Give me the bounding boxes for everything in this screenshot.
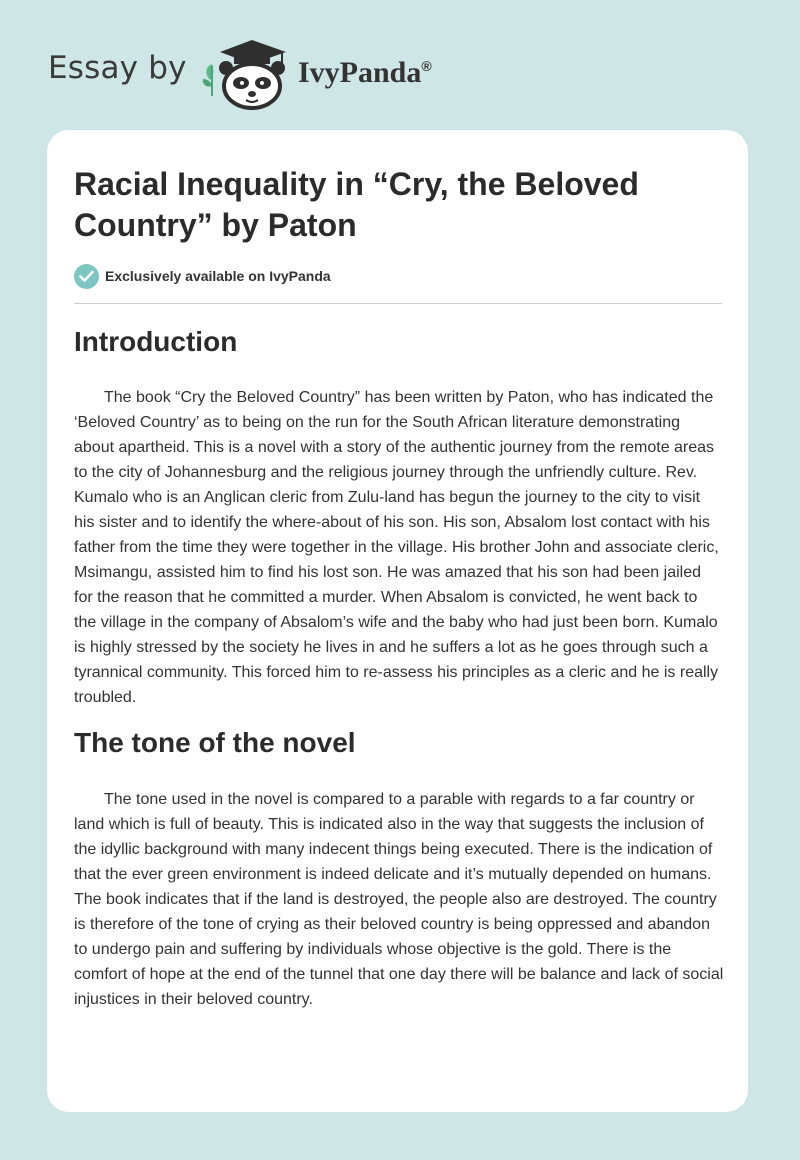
check-circle-icon — [74, 264, 99, 289]
registered-mark: ® — [421, 58, 432, 74]
brand-name-text: IvyPanda — [298, 56, 422, 89]
divider — [74, 303, 722, 304]
exclusive-label: Exclusively available on IvyPanda — [105, 268, 331, 284]
brand-name[interactable] — [298, 56, 432, 90]
exclusive-badge — [74, 263, 331, 289]
section-body-tone: The tone used in the novel is compared to a parable with regards to a far country or land which is full of beauty. This is indicated also in the way that suggests the inclusion of the idyllic background with many indecent things being executed. There is the indication of that the ever green environment is indeed delicate and it’s mutually depended on humans. The book indicates that if the land is destroyed, the people also are destroyed. The country is therefore of the tone of crying as their beloved country is being oppressed and abandon to undergo pain and suffering by individuals whose objective is the gold. There is the comfort of hope at the end of the tunnel that one day there will be balance and lack of social injustices in their beloved country. — [74, 791, 724, 1008]
essay-title: Racial Inequality in “Cry, the Beloved Country” by Paton — [74, 166, 639, 243]
section-heading-introduction: Introduction — [74, 326, 238, 357]
essay-card — [47, 130, 748, 1112]
essay-by-label: Essay by — [48, 50, 187, 86]
section-heading-tone: The tone of the novel — [74, 727, 356, 758]
panda-graduation-cap-icon[interactable] — [200, 36, 300, 110]
site-header — [48, 36, 548, 116]
section-body-introduction: The book “Cry the Beloved Country” has been written by Paton, who has indicated the ‘Beloved Country’ as to being on the run for the South African literature demonstrating about apartheid. This is a novel with a story of the authentic journey from the remote areas to the city of Johannesburg and the religious journey through the unfriendly culture. Rev. Kumalo who is an Anglican cleric from Zulu-land has begun the journey to the city to visit his sister and to identify the where-about of his son. His son, Absalom lost contact with his father from the time they were together in the village. His brother John and associate cleric, Msimangu, assisted him to find his lost son. He was amazed that his son had been jailed for the reason that he committed a murder. When Absalom is convicted, he went back to the village in the company of Absalom’s wife and the baby who had just been born. Kumalo is highly stressed by the society he lives in and he suffers a lot as he goes through such a tyrannical community. This forced him to re-assess his principles as a cleric and he is really troubled. — [74, 389, 719, 706]
